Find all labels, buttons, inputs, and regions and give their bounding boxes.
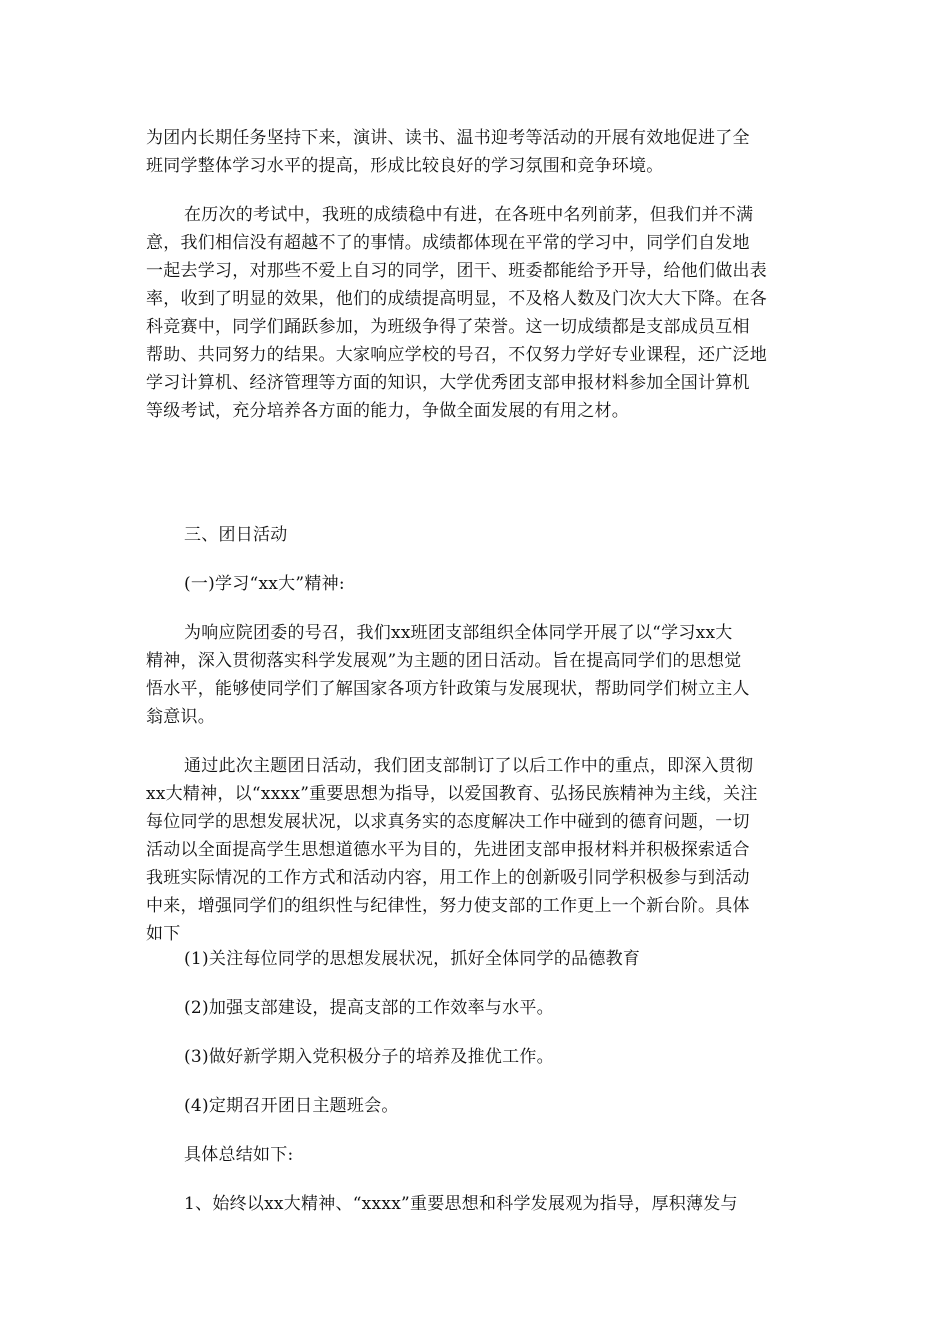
summary-item: 1、始终以xx大精神、“xxxx”重要思想和科学发展观为指导，厚积薄发与 (184, 1194, 738, 1214)
summary-intro: 具体总结如下: (184, 1145, 294, 1165)
paragraph-line: 在历次的考试中，我班的成绩稳中有进，在各班中名列前茅，但我们并不满 (184, 205, 754, 225)
paragraph-line: 意，我们相信没有超越不了的事情。成绩都体现在平常的学习中，同学们自发地 (146, 233, 750, 253)
paragraph-line: 悟水平，能够使同学们了解国家各项方针政策与发展现状，帮助同学们树立主人 (146, 679, 750, 699)
paragraph-line: 翁意识。 (146, 707, 215, 727)
section-heading: 三、团日活动 (184, 525, 288, 545)
paragraph-line: 活动以全面提高学生思想道德水平为目的，先进团支部申报材料并积极探索适合 (146, 840, 750, 860)
paragraph-line: 每位同学的思想发展状况，以求真务实的态度解决工作中碰到的德育问题，一切 (146, 812, 750, 832)
paragraph-line: 通过此次主题团日活动，我们团支部制订了以后工作中的重点，即深入贯彻 (184, 756, 754, 776)
paragraph-line: 科竞赛中，同学们踊跃参加，为班级争得了荣誉。这一切成绩都是支部成员互相 (146, 317, 750, 337)
paragraph-line: 为团内长期任务坚持下来，演讲、读书、温书迎考等活动的开展有效地促进了全 (146, 128, 750, 148)
list-item: (3)做好新学期入党积极分子的培养及推优工作。 (184, 1047, 554, 1067)
paragraph-line: 精神，深入贯彻落实科学发展观”为主题的团日活动。旨在提高同学们的思想觉 (146, 651, 742, 671)
paragraph-line: xx大精神，以“xxxx”重要思想为指导，以爱国教育、弘扬民族精神为主线，关注 (146, 784, 758, 804)
list-item: (4)定期召开团日主题班会。 (184, 1096, 399, 1116)
paragraph-line: 中来，增强同学们的组织性与纪律性，努力使支部的工作更上一个新台阶。具体 (146, 896, 750, 916)
list-item: (2)加强支部建设，提高支部的工作效率与水平。 (184, 998, 554, 1018)
paragraph-line: 等级考试，充分培养各方面的能力，争做全面发展的有用之材。 (146, 401, 629, 421)
paragraph-line: 如下 (146, 924, 181, 944)
paragraph-line: 班同学整体学习水平的提高，形成比较良好的学习氛围和竞争环境。 (146, 156, 664, 176)
paragraph-line: 一起去学习，对那些不爱上自习的同学，团干、班委都能给予开导，给他们做出表 (146, 261, 767, 281)
paragraph-line: 帮助、共同努力的结果。大家响应学校的号召，不仅努力学好专业课程，还广泛地 (146, 345, 767, 365)
list-item: (1)关注每位同学的思想发展状况，抓好全体同学的品德教育 (184, 949, 641, 969)
paragraph-line: 为响应院团委的号召，我们xx班团支部组织全体同学开展了以“学习xx大 (184, 623, 733, 643)
paragraph-line: 我班实际情况的工作方式和活动内容，用工作上的创新吸引同学积极参与到活动 (146, 868, 750, 888)
subheading: (一)学习“xx大”精神: (184, 574, 345, 594)
paragraph-line: 率，收到了明显的效果，他们的成绩提高明显，不及格人数及门次大大下降。在各 (146, 289, 767, 309)
paragraph-line: 学习计算机、经济管理等方面的知识，大学优秀团支部申报材料参加全国计算机 (146, 373, 750, 393)
